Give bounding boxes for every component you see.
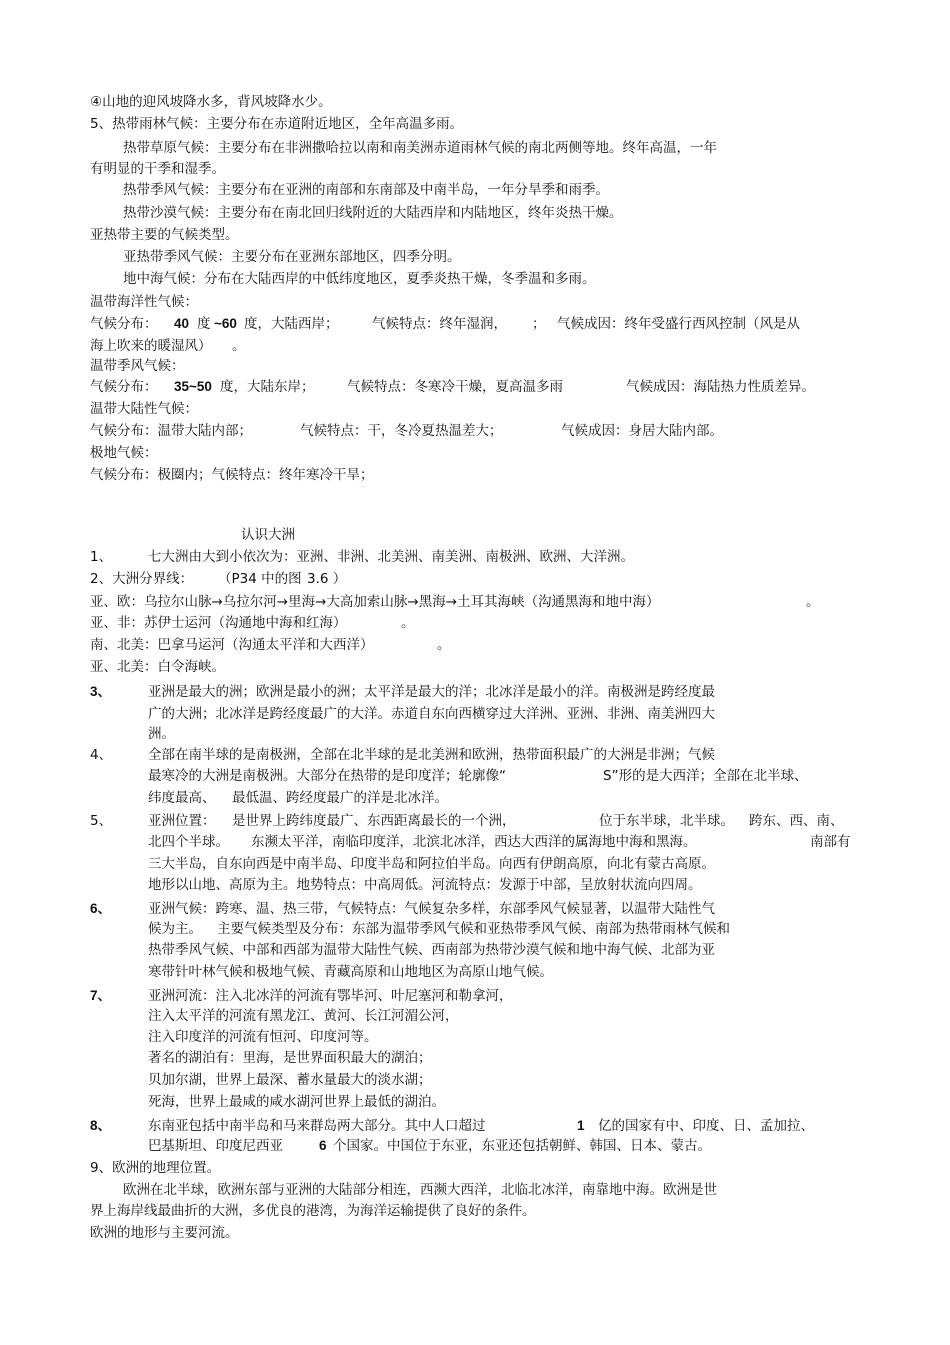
text-line: 最寒冷的大洲是南极洲。大部分在热带的是印度洋；轮廓像“: [148, 768, 506, 784]
text-line: 气候分布：: [90, 316, 158, 332]
text-line: 热带草原气候：主要分布在非洲撒哈拉以南和南美洲赤道雨林气候的南北两侧等地。终年高温，一年: [123, 140, 717, 156]
text-line: 极地气候：: [90, 445, 158, 461]
item-number: 7、: [90, 988, 112, 1003]
text-line: （P34 中的图: [218, 571, 302, 587]
text-line: 度: [197, 316, 211, 332]
text-line: 北四个半球。: [148, 834, 229, 850]
text-line: 。: [806, 594, 820, 610]
section-title: 认识大洲: [241, 527, 295, 543]
text-line: 气候分布：极圈内；气候特点：终年寒冷干旱；: [90, 467, 374, 483]
text-line: ~60: [214, 316, 237, 331]
text-line: 。: [401, 615, 415, 631]
text-line: 地中海气候：分布在大陆西岸的中低纬度地区，夏季炎热干燥，冬季温和多雨。: [123, 271, 596, 287]
text-line: 寒带针叶林气候和极地气候、青藏高原和山地地区为高原山地气候。: [148, 964, 553, 980]
text-line: 亚、北美：白令海峡。: [90, 659, 225, 675]
text-line: ；: [532, 316, 546, 332]
text-line: 欧洲在北半球，欧洲东部与亚洲的大陆部分相连，西濒大西洋，北临北冰洋，南靠地中海。欧洲是世: [123, 1182, 717, 1198]
text-line: 个国家。中国位于东亚，东亚还包括朝鲜、韩国、日本、蒙古。: [333, 1138, 711, 1154]
text-line: 界上海岸线最曲折的大洲，多优良的港湾，为海洋运输提供了良好的条件。: [90, 1203, 536, 1219]
text-line: 温带季风气候：: [90, 358, 185, 374]
text-line: 主要气候类型及分布：东部为温带季风气候和亚热带季风气候、南部为热带雨林气候和: [217, 921, 730, 937]
text-line: 度，大陆西岸；: [244, 316, 339, 332]
text-line: 亚、非：苏伊士运河（沟通地中海和红海）: [90, 615, 347, 631]
text-line: 。: [232, 338, 246, 354]
text-line: 著名的湖泊有：里海，是世界面积最大的湖泊；: [148, 1050, 432, 1066]
text-line: 是世界上跨纬度最广、东西距离最长的一个洲，: [232, 813, 516, 829]
text-line: 七大洲由大到小依次为：亚洲、非洲、北美洲、南美洲、南极洲、欧洲、大洋洲。: [148, 549, 634, 565]
text-line: ④山地的迎风坡降水多，背风坡降水少。: [90, 94, 332, 110]
text-line: 贝加尔湖，世界上最深、蓄水量最大的淡水湖；: [148, 1072, 432, 1088]
text-line: 亚热带季风气候：主要分布在亚洲东部地区，四季分明。: [123, 249, 461, 265]
text-line: 热带沙漠气候：主要分布在南北回归线附近的大陆西岸和内陆地区，终年炎热干燥。: [123, 205, 623, 221]
text-line: 有明显的干季和湿季。: [90, 161, 225, 177]
text-line: 气候特点：冬寒冷干燥，夏高温多雨: [347, 379, 563, 395]
text-line: 热带季风气候：主要分布在亚洲的南部和东南部及中南半岛，一年分旱季和雨季。: [123, 182, 609, 198]
text-line: 2、大洲分界线：: [90, 571, 194, 587]
text-line: 气候分布：温带大陆内部；: [90, 423, 252, 439]
text-line: 热带季风气候、中部和西部为温带大陆性气候、西南部为热带沙漠气候和地中海气候、北部为亚: [148, 942, 715, 958]
text-line: 气候特点：干，冬冷夏热温差大；: [300, 423, 503, 439]
item-number: 3、: [90, 684, 112, 699]
text-line: 亚洲是最大的洲；欧洲是最小的洲；太平洋是最大的洋；北冰洋是最小的洋。南极洲是跨经度最: [148, 684, 715, 700]
text-line: 亿的国家有中、印度、日、孟加拉、: [598, 1118, 814, 1134]
text-line: 35~50: [174, 379, 212, 394]
text-line: 40: [174, 316, 190, 331]
text-line: 亚热带主要的气候类型。: [90, 227, 239, 243]
item-number: 5、: [90, 813, 113, 829]
text-line: 最低温、跨经度最广的洋是北冰洋。: [232, 790, 448, 806]
text-line: 6: [319, 1138, 327, 1153]
text-line: 亚洲位置：: [148, 813, 216, 829]
text-line: 温带海洋性气候：: [90, 294, 198, 310]
item-number: 1、: [90, 549, 113, 565]
text-line: 南部有: [810, 834, 851, 850]
text-line: 气候成因：身居大陆内部。: [561, 423, 723, 439]
text-line: 气候分布：: [90, 379, 158, 395]
text-line: 3.6 ）: [307, 571, 347, 587]
text-line: 三大半岛，自东向西是中南半岛、印度半岛和阿拉伯半岛。向西有伊朗高原，向北有蒙古高原。: [148, 856, 715, 872]
text-line: 死海，世界上最咸的咸水湖河世界上最低的湖泊。: [148, 1094, 445, 1110]
text-line: 位于东半球，北半球。: [599, 813, 734, 829]
text-line: 亚洲河流：注入北冰洋的河流有鄂毕河、叶尼塞河和勒拿河，: [148, 988, 513, 1004]
item-number: 8、: [90, 1118, 112, 1133]
text-line: 海上吹来的暖湿风）: [90, 338, 212, 354]
text-line: 全部在南半球的是南极洲，全部在北半球的是北美洲和欧洲，热带面积最广的大洲是非洲；气候: [148, 747, 715, 763]
text-line: 亚、欧：乌拉尔山脉→乌拉尔河→里海→大高加索山脉→黑海→土耳其海峡（沟通黑海和地中海）: [90, 594, 660, 610]
text-line: 欧洲的地形与主要河流。: [90, 1225, 239, 1241]
text-line: 温带大陆性气候：: [90, 401, 198, 417]
text-line: 气候成因：终年受盛行西风控制（风是从: [557, 316, 800, 332]
text-line: 广的大洲；北冰洋是跨经度最广的大洋。赤道自东向西横穿过大洋洲、亚洲、非洲、南美洲四大: [148, 706, 715, 722]
text-line: 9、欧洲的地理位置。: [90, 1160, 221, 1176]
text-line: 候为主。: [148, 921, 202, 937]
text-line: 亚洲气候：跨寒、温、热三带，气候特点：气候复杂多样，东部季风气候显著，以温带大陆性气: [148, 901, 715, 917]
item-number: 4、: [90, 747, 113, 763]
text-line: 南、北美：巴拿马运河（沟通太平洋和大西洋）: [90, 637, 374, 653]
text-line: S”形的是大西洋；全部在北半球、: [603, 768, 808, 784]
text-line: 洲。: [148, 726, 175, 742]
text-line: 度，大陆东岸；: [220, 379, 315, 395]
text-line: 。: [437, 637, 451, 653]
text-line: 5、热带雨林气候：主要分布在赤道附近地区，全年高温多雨。: [90, 116, 464, 132]
text-line: 注入太平洋的河流有黑龙江、黄河、长江河湄公河，: [148, 1008, 459, 1024]
text-line: 东濒太平洋，南临印度洋，北滨北冰洋，西达大西洋的属海地中海和黑海。: [251, 834, 697, 850]
text-line: 1: [577, 1118, 585, 1133]
text-line: 地形以山地、高原为主。地势特点：中高周低。河流特点：发源于中部，呈放射状流向四周。: [148, 877, 702, 893]
text-line: 巴基斯坦、印度尼西亚: [148, 1138, 283, 1154]
item-number: 6、: [90, 901, 112, 916]
text-line: 纬度最高、: [148, 790, 216, 806]
text-line: 东南亚包括中南半岛和马来群岛两大部分。其中人口超过: [148, 1118, 486, 1134]
text-line: 气候成因：海陆热力性质差异。: [626, 379, 815, 395]
text-line: 跨东、西、南、: [749, 813, 844, 829]
text-line: 注入印度洋的河流有恒河、印度河等。: [148, 1029, 378, 1045]
text-line: 气候特点：终年湿润，: [372, 316, 507, 332]
